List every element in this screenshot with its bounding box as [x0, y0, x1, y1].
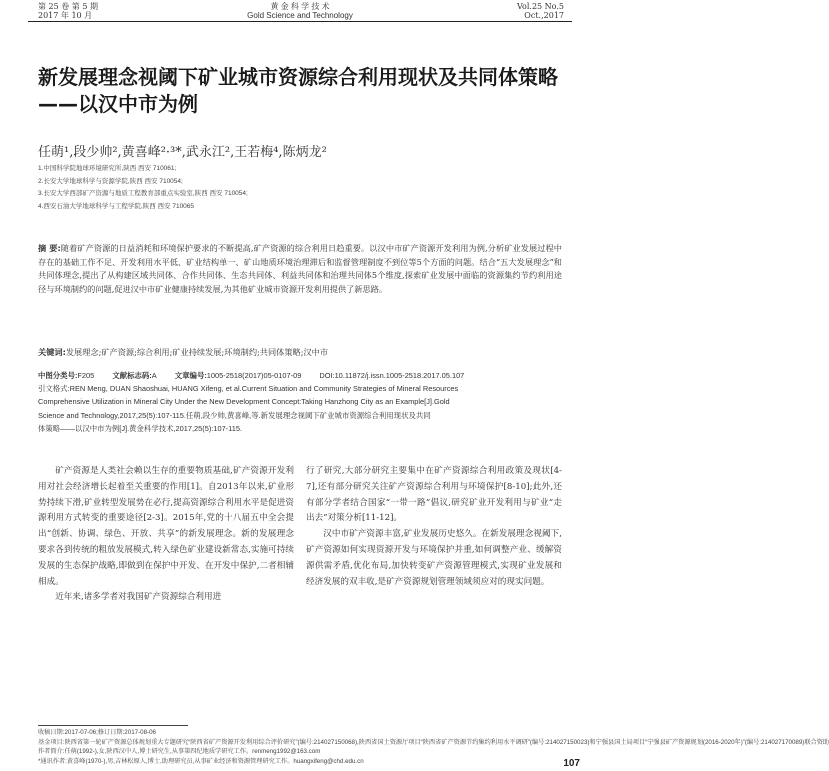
footnote-rule — [38, 725, 188, 726]
affiliations — [38, 163, 248, 213]
journal-name-cn: 黄 金 科 学 技 术 — [270, 2, 330, 11]
affiliation: 1.中国科学院地球环境研究所,陕西 西安 710061; — [38, 165, 177, 172]
page-number: 107 — [563, 758, 580, 769]
header-right — [517, 2, 564, 20]
issue-date-en: Oct.,2017 — [524, 11, 564, 20]
abstract — [38, 242, 562, 296]
citation: 引文格式:REN Meng, DUAN Shaoshuai, HUANG Xifeng, et al.Current Situation and Community Strategies of Mineral Resources — [38, 384, 459, 394]
author-list: 任萌¹,段少帅²,黄喜峰²·³*,武永江²,王若梅⁴,陈炳龙² — [38, 145, 327, 160]
article-title: 新发展理念视阈下矿业城市资源综合利用现状及共同体策略——以汉中市为例 — [38, 65, 558, 116]
issue-date: 2017 年 10 月 — [38, 11, 93, 20]
citation: 体策略——以汉中市为例[J].黄金科学技术,2017,25(5):107-115. — [38, 423, 242, 433]
keywords-text: 发展理念;矿产资源;综合利用;矿业持续发展;环境制约;共同体策略;汉中市 — [65, 347, 329, 357]
citation: Comprehensive Utilization in Mineral City Under the New Development Concept:Taking Hanzhong City as an Example[J].Gold — [38, 397, 450, 407]
clc-label: 中图分类号: — [38, 371, 78, 380]
footnote: 收稿日期:2017-07-06;修订日期:2017-08-06 — [38, 729, 156, 736]
header-center — [28, 2, 572, 20]
article-number: 1005-2518(2017)05-0107-09 — [206, 371, 302, 380]
body-paragraph: 矿产资源是人类社会赖以生存的重要物质基础,矿产资源开发利用对社会经济增长起着至关重要的作用[1]。自2013年以来,矿业形势持续下滑,矿业转型发展势在必行,提高资源综合利用水平是促进资源利用方式转变的重要途径[2-3]。2015年,党的十八届五中全会提出“创新、协调、绿色、开放、共享”的新发展理念。新的发展理念要求各到传统的粗放发展模式,转入绿色矿业建设新常态,实施可持续发展的生态保护战略,即做到在保护中开发、在开发中保护,二者相辅相成。 — [38, 466, 294, 587]
volume-issue-en: Vol.25 No.5 — [517, 2, 564, 11]
affiliation: 3.长安大学西部矿产资源与地质工程教育部重点实验室,陕西 西安 710054; — [38, 190, 248, 197]
affiliation: 4.西安石油大学地球科学与工程学院,陕西 西安 710065 — [38, 202, 195, 210]
article-metadata — [38, 369, 562, 435]
body-paragraph: 行了研究,大部分研究主要集中在矿产资源综合利用政策及现状[4-7],还有部分研究关注矿产资源综合利用与环境保护[8-10];此外,还有部分学者结合国家“一带一路”倡议,研究矿业开发利用与矿业“走出去”对策分析[11-12]。 — [306, 466, 562, 524]
volume-issue: 第 25 卷 第 5 期 — [38, 2, 98, 11]
footnote: *通讯作者:黄喜峰(1970-),男,吉林松原人,博士,助理研究员,从事矿业经济和资源管理研究工作。huangxifeng@chd.edu.cn — [38, 757, 364, 765]
running-header — [28, 0, 572, 22]
abstract-text: 随着矿产资源的日益消耗和环境保护要求的不断提高,矿产资源的综合利用日趋重要。以汉中市矿产资源开发利用为例,分析矿业发展过程中存在的基础工作不足、开发利用水平低、矿业结构单一、矿山地质环境治理滞后和监督管理制度不到位等5个方面的问题。结合“五大发展理念”和共同体理念,提出了从构建区域共同体、合作共同体、生态共同体、利益共同体和治理共同体5个维度,探索矿业发展中面临的资源集约节约利用途径与环境制约的问题,促进汉中市矿业健康持续发展,为其他矿业城市资源开发利用提供了新思路。 — [38, 243, 562, 294]
body-column-right — [306, 464, 562, 590]
footnote: 作者简介:任萌(1992-),女,陕西汉中人,博士研究生,从事第四纪地质学研究工作。renmeng1992@163.com — [38, 748, 321, 755]
citation: Science and Technology,2017,25(5):107-115.任萌,段少帅,黄喜峰,等.新发展理念视阈下矿业城市资源综合利用现状及共同 — [38, 410, 431, 420]
keywords-label: 关键词: — [38, 347, 66, 357]
doc-code: A — [151, 371, 157, 380]
body-column-left — [38, 464, 294, 606]
abstract-label: 摘 要: — [38, 243, 61, 253]
body-paragraph: 近年来,诸多学者对我国矿产资源综合利用进 — [55, 592, 222, 603]
header-rule — [28, 21, 572, 22]
affiliation: 2.长安大学地球科学与资源学院,陕西 西安 710054; — [38, 177, 183, 185]
clc-code: F205 — [77, 371, 95, 380]
keywords — [38, 347, 562, 358]
article-number-label: 文章编号: — [174, 371, 207, 380]
doc-code-label: 文献标志码: — [112, 371, 152, 380]
footnote: 基金项目:陕西省第一轮矿产资源总体规划重大专题研究“陕西省矿产资源开发利用综合评价研究”(编号:214027150068),陕西省国土资源厅项目“陕西省矿产资源节约集约利用水平调研”(编号:214027150023)和宁强县国土局项目“宁强县矿产资源规划(2016-2020年)”(编号:214027170089)联合资助 — [38, 738, 829, 746]
journal-name-en: Gold Science and Technology — [247, 11, 353, 20]
doi-link[interactable]: DOI:10.11872/j.issn.1005-2518.2017.05.107 — [319, 371, 465, 380]
body-paragraph: 汉中市矿产资源丰富,矿业发展历史悠久。在新发展理念视阈下,矿产资源如何实现资源开发与环境保护并重,如何调整产业、缓解资源供需矛盾,优化布局,加快转变矿产资源管理模式,实现矿业发展和经济发展的双丰收,是矿产资源规划管理领域须应对的现实问题。 — [306, 529, 562, 587]
classification-line — [38, 369, 562, 382]
